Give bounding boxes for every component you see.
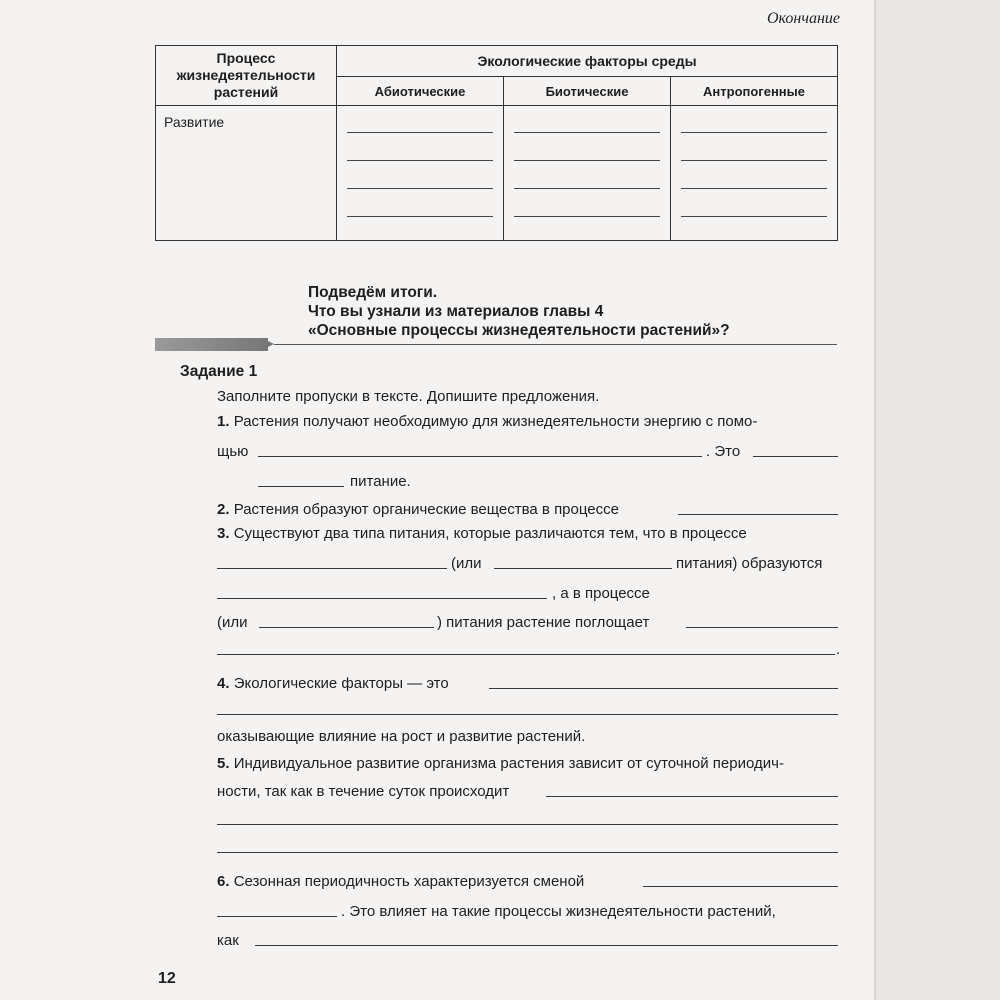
item-3-blank-4[interactable] — [259, 627, 434, 628]
item-1-nutrition: питание. — [350, 473, 411, 490]
item-3-blank-6[interactable] — [217, 654, 835, 655]
item-3-form: питания) образуются — [676, 555, 823, 572]
item-1-blank-3[interactable] — [258, 486, 344, 487]
page-edge — [876, 0, 1000, 1000]
item-3-period: . — [836, 641, 841, 658]
page-edge-shadow — [874, 0, 876, 1000]
abiotic-answer-cell[interactable] — [337, 106, 504, 241]
answer-line[interactable] — [681, 160, 827, 161]
item-1-blank-2[interactable] — [753, 456, 838, 457]
answer-line[interactable] — [347, 132, 493, 133]
item-2-text: Растения образуют органические вещества в процессе — [233, 501, 619, 518]
header-note: Окончание — [766, 10, 840, 27]
item-3-blank-5[interactable] — [686, 627, 838, 628]
item-3-blank-2[interactable] — [494, 568, 672, 569]
item-4-blank-1[interactable] — [489, 688, 838, 689]
item-4-line-a — [217, 675, 449, 693]
item-3-or-1: (или — [451, 555, 482, 572]
item-6-line-c: как — [217, 932, 239, 949]
summary-line-1: Подведём итоги. — [308, 284, 438, 301]
item-1-line-a — [217, 413, 757, 431]
section-divider-bar — [155, 338, 268, 351]
item-5-number: 5. — [217, 755, 230, 772]
item-1-this: . Это — [706, 443, 741, 460]
item-4-blank-2[interactable] — [217, 714, 838, 715]
item-4-text: Экологические факторы — это — [233, 675, 449, 692]
answer-line[interactable] — [681, 132, 827, 133]
answer-line[interactable] — [681, 216, 827, 217]
answer-line[interactable] — [347, 160, 493, 161]
item-5-text: Индивидуальное развитие организма растения зависит от суточной периодич- — [233, 755, 784, 772]
biotic-column-header: Биотические — [504, 77, 671, 106]
item-6-number: 6. — [217, 873, 230, 890]
summary-line-3: «Основные процессы жизнедеятельности растений»? — [308, 322, 730, 339]
item-2-blank[interactable] — [678, 514, 838, 515]
task-instruction: Заполните пропуски в тексте. Допишите предложения. — [217, 388, 600, 405]
item-3-process: , а в процессе — [552, 585, 650, 602]
item-3-absorbs: ) питания растение поглощает — [437, 614, 650, 631]
anthropogenic-column-header: Антропогенные — [671, 77, 838, 106]
summary-heading — [308, 283, 808, 340]
answer-line[interactable] — [347, 216, 493, 217]
item-4-number: 4. — [217, 675, 230, 692]
item-4-line-b: оказывающие влияние на рост и развитие растений. — [217, 728, 586, 745]
item-5-line-a — [217, 755, 784, 773]
page-number: 12 — [158, 970, 176, 987]
item-1-blank-1[interactable] — [258, 456, 702, 457]
item-5-blank-3[interactable] — [217, 852, 838, 853]
item-1-number: 1. — [217, 413, 230, 430]
ecological-factors-table — [155, 45, 838, 241]
factors-group-header: Экологические факторы среды — [337, 46, 838, 77]
anthropogenic-answer-cell[interactable] — [671, 106, 838, 241]
item-1-line-b: щью — [217, 443, 249, 460]
answer-line[interactable] — [514, 132, 660, 133]
answer-line[interactable] — [347, 188, 493, 189]
item-5-blank-1[interactable] — [546, 796, 838, 797]
item-5-line-b: ности, так как в течение суток происходит — [217, 783, 510, 800]
item-2-line — [217, 501, 619, 519]
answer-line[interactable] — [514, 188, 660, 189]
item-3-blank-3[interactable] — [217, 598, 547, 599]
item-6-line-b: . Это влияет на такие процессы жизнедеятельности растений, — [341, 903, 776, 920]
item-2-number: 2. — [217, 501, 230, 518]
abiotic-column-header: Абиотические — [337, 77, 504, 106]
item-3-line-a — [217, 525, 747, 543]
item-3-or-2: (или — [217, 614, 248, 631]
item-3-text: Существуют два типа питания, которые различаются тем, что в процессе — [233, 525, 747, 542]
item-3-number: 3. — [217, 525, 230, 542]
process-column-header: Процесс жизнедеятельности растений — [156, 46, 337, 106]
task-title: Задание 1 — [180, 363, 258, 380]
item-6-line-a — [217, 873, 584, 891]
summary-line-2: Что вы узнали из материалов главы 4 — [308, 303, 604, 320]
item-1-text: Растения получают необходимую для жизнедеятельности энергию с помо- — [233, 413, 758, 430]
item-6-blank-3[interactable] — [255, 945, 838, 946]
answer-line[interactable] — [514, 216, 660, 217]
item-6-blank-1[interactable] — [643, 886, 838, 887]
item-6-text: Сезонная периодичность характеризуется сменой — [233, 873, 585, 890]
item-3-blank-1[interactable] — [217, 568, 447, 569]
item-5-blank-2[interactable] — [217, 824, 838, 825]
section-divider-line — [274, 344, 837, 345]
answer-line[interactable] — [514, 160, 660, 161]
answer-line[interactable] — [681, 188, 827, 189]
biotic-answer-cell[interactable] — [504, 106, 671, 241]
item-6-blank-2[interactable] — [217, 916, 337, 917]
section-divider-arrow-icon — [262, 338, 274, 350]
row-label-development: Развитие — [156, 106, 337, 241]
